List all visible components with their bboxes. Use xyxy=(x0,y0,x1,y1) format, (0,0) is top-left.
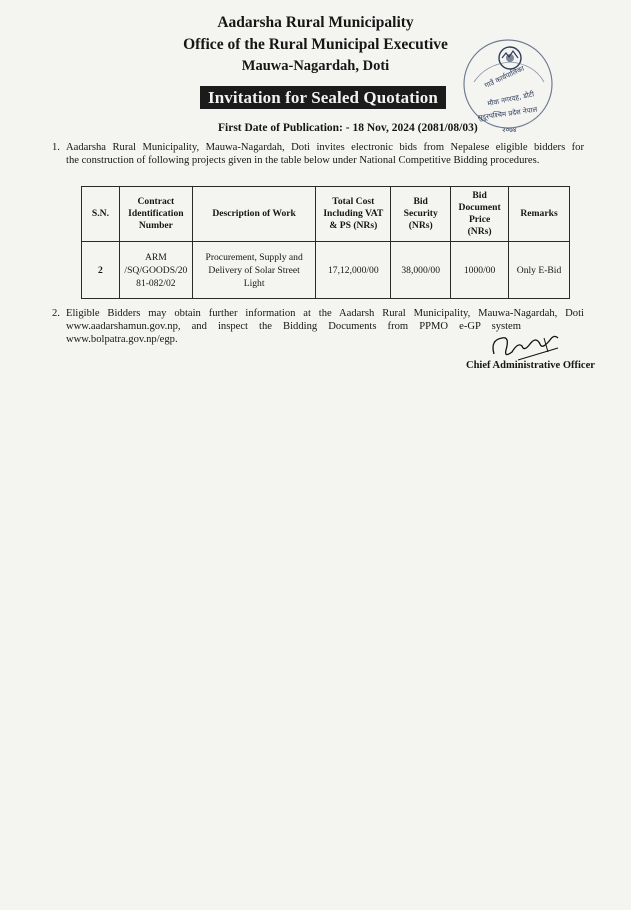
paragraph-2-line-1: Eligible Bidders may obtain further information at the Aadarsh Rural Municipality, Mauwa-Nagardah, Doti xyxy=(66,308,584,319)
paragraph-1-line-2: the construction of following projects given in the table below under National Competitive Bidding procedures. xyxy=(66,155,540,166)
cell-doc-price: 1000/00 xyxy=(451,242,509,299)
seal-text-3: सुदूरपश्चिम प्रदेश नेपाल xyxy=(477,105,538,122)
signatory-title: Chief Administrative Officer xyxy=(466,360,595,371)
municipality-name: Aadarsha Rural Municipality xyxy=(217,14,414,31)
cell-contract-id: ARM /SQ/GOODS/20 81-082/02 xyxy=(119,242,192,299)
header-contract-id: Contract Identification Number xyxy=(119,187,192,242)
paragraph-2-number: 2. xyxy=(52,308,60,319)
table-header-row xyxy=(82,187,570,242)
location-name: Mauwa-Nagardah, Doti xyxy=(241,58,390,74)
paragraph-1-line-1: Aadarsha Rural Municipality, Mauwa-Nagardah, Doti invites electronic bids from Nepalese eligible bidders for xyxy=(66,142,584,153)
paragraph-2-line-3: www.bolpatra.gov.np/egp. xyxy=(66,334,178,345)
cell-bid-security: 38,000/00 xyxy=(391,242,451,299)
office-name: Office of the Rural Municipal Executive xyxy=(183,36,448,53)
header-remarks: Remarks xyxy=(509,187,570,242)
seal-text-4: २०७४ xyxy=(502,126,517,134)
cell-sn: 2 xyxy=(82,242,120,299)
paragraph-1 xyxy=(52,141,584,167)
header-total-cost: Total Cost Including VAT & PS (NRs) xyxy=(316,187,391,242)
seal-text-1: गाउँ कार्यपालिका xyxy=(483,64,526,90)
municipal-seal xyxy=(456,36,560,136)
bid-table xyxy=(81,186,570,299)
publication-date: First Date of Publication: - 18 Nov, 2024 (2081/08/03) xyxy=(218,122,478,134)
header-doc-price: Bid Document Price (NRs) xyxy=(451,187,509,242)
header-sn: S.N. xyxy=(82,187,120,242)
paragraph-1-number: 1. xyxy=(52,142,60,153)
notice-title: Invitation for Sealed Quotation xyxy=(200,86,446,109)
seal-text-2: मौवा नगरदह, डोटी xyxy=(486,90,535,108)
table-row xyxy=(82,242,570,299)
cell-total-cost: 17,12,000/00 xyxy=(316,242,391,299)
header-bid-security: Bid Security (NRs) xyxy=(391,187,451,242)
header-description: Description of Work xyxy=(192,187,316,242)
paragraph-2-line-2: www.aadarshamun.gov.np, and inspect the Bidding Documents from PPMO e-GP system xyxy=(66,321,521,332)
cell-description: Procurement, Supply and Delivery of Solar Street Light xyxy=(192,242,316,299)
cell-remarks: Only E-Bid xyxy=(509,242,570,299)
